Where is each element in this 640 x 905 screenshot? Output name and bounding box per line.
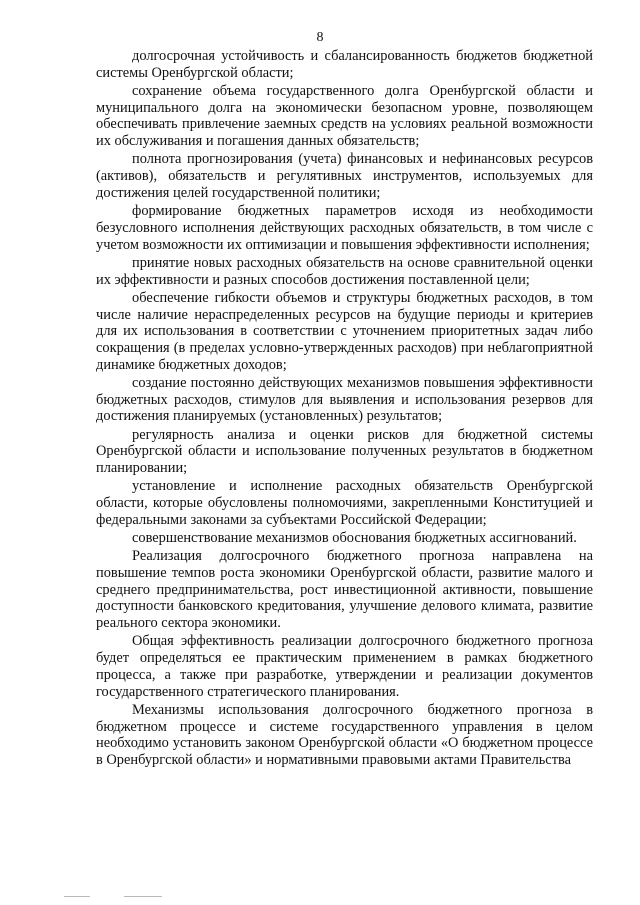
paragraph-debt-level: сохранение объема государственного долга Оренбургской области и муниципального долга на экономически безопасном уровне, позволяющем обеспечивать привлечение заемных средств на условиях реальной возможности их обслуживания и погашения данных обязательств; [96, 83, 593, 150]
paragraph-budget-stability: долгосрочная устойчивость и сбалансированность бюджетов бюджетной системы Оренбургской области; [96, 48, 593, 81]
paragraph-forecast-completeness: полнота прогнозирования (учета) финансовых и нефинансовых ресурсов (активов), обязательств и регулятивных инструментов, используемых для достижения целей государственной политики; [96, 151, 593, 201]
document-body [96, 48, 593, 770]
paragraph-obligations-execution: установление и исполнение расходных обязательств Оренбургской области, которые обусловлены полномочиями, закрепленными Конституцией и федеральными законами за субъектами Российской Федерации; [96, 478, 593, 528]
paragraph-risk-analysis: регулярность анализа и оценки рисков для бюджетной системы Оренбургской области и использование полученных результатов в бюджетном планировании; [96, 426, 593, 477]
paragraph-new-obligations: принятие новых расходных обязательств на основе сравнительной оценки их эффективности и разных способов достижения поставленной цели; [96, 254, 593, 288]
paragraph-allocation-justification: совершенствование механизмов обоснования бюджетных ассигнований. [132, 530, 577, 547]
paragraph-budget-parameters: формирование бюджетных параметров исходя из необходимости безусловного исполнения действующих расходных обязательств, в том числе с учетом возможности их оптимизации и повышения эффективности исполнения; [96, 203, 593, 253]
scan-mark-right [124, 896, 162, 897]
paragraph-expense-flexibility: обеспечение гибкости объемов и структуры бюджетных расходов, в том числе наличие нераспределенных ресурсов на будущие периоды и критериев для их использования в соответствии с уточнением приоритетных задач либо сокращения (в пределах условно-утвержденных расходов) при неблагоприятной динамике бюджетных доходов; [96, 289, 593, 373]
paragraph-forecast-mechanisms: Механизмы использования долгосрочного бюджетного прогноза в бюджетном процессе и системе государственного управления в целом необходимо установить законом Оренбургской области «О бюджетном процессе в Оренбургской области» и нормативными правовыми актами Правительства [96, 701, 593, 768]
scan-mark-left [64, 896, 90, 897]
paragraph-overall-efficiency: Общая эффективность реализации долгосрочного бюджетного прогноза будет определяться ее практическим применением в рамках бюджетного процесса, а также при разработке, утверждении и реализации документов государственного стратегического планирования. [96, 633, 593, 700]
paragraph-forecast-implementation: Реализация долгосрочного бюджетного прогноза направлена на повышение темпов роста экономики Оренбургской области, развитие малого и среднего предпринимательства, рост инвестиционной активности, повышение доступности банковского кредитования, улучшение делового климата, развитие реального сектора экономики. [96, 548, 593, 632]
paragraph-efficiency-mechanisms: создание постоянно действующих механизмов повышения эффективности бюджетных расходов, стимулов для выявления и использования резервов для достижения планируемых (установленных) результатов; [96, 374, 593, 425]
page-number: 8 [316, 30, 324, 45]
